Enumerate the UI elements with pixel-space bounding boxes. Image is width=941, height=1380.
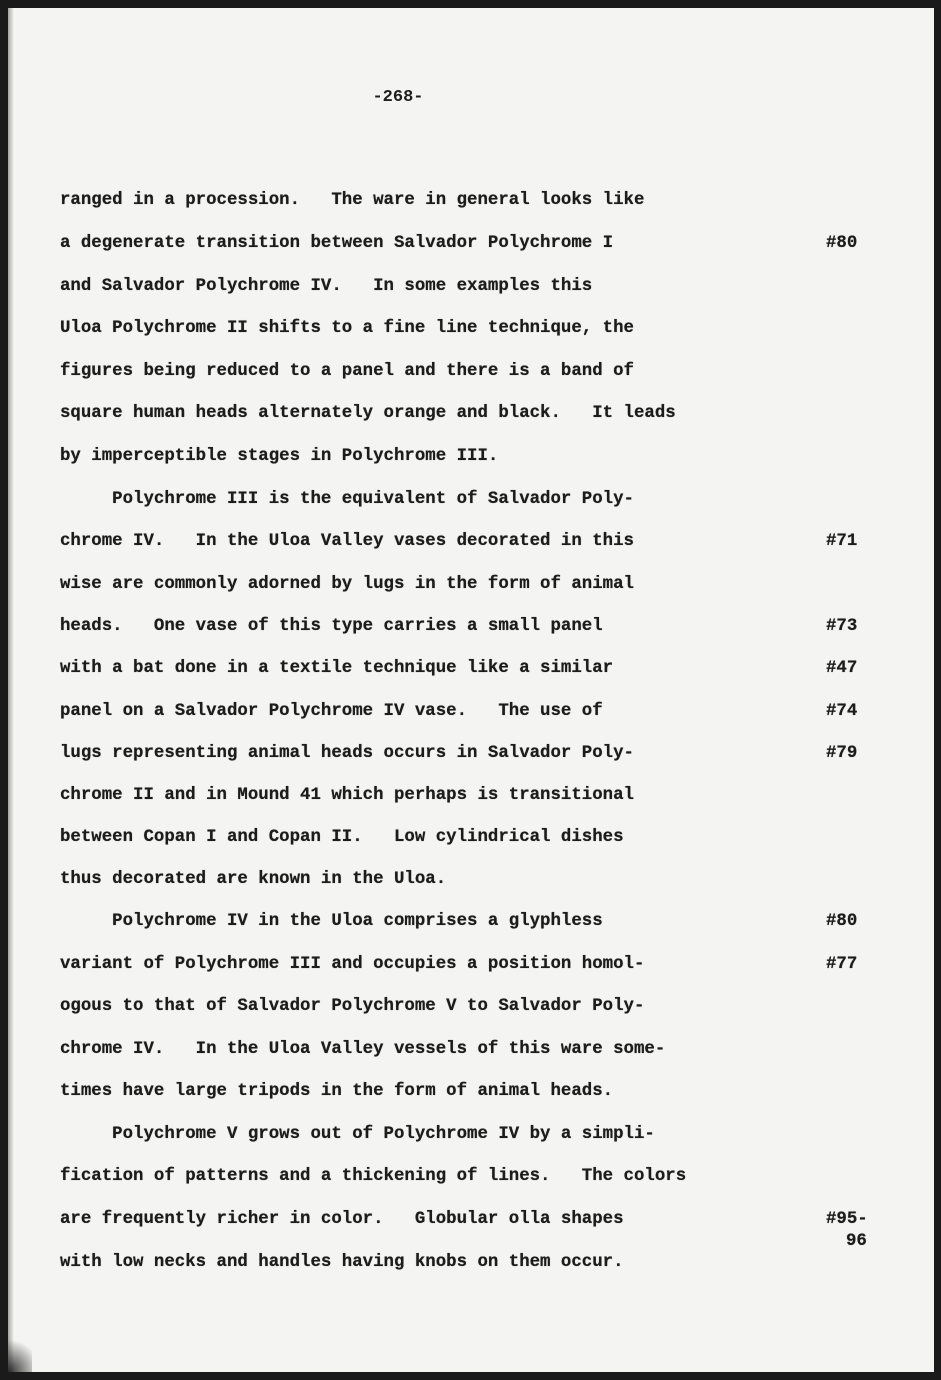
text-line: chrome IV. In the Uloa Valley vases decorated in this — [60, 532, 634, 551]
margin-note: #80 — [826, 912, 858, 931]
page-number: -268- — [372, 88, 424, 107]
text-line: with a bat done in a textile technique like a similar — [60, 659, 614, 678]
text-line: fication of patterns and a thickening of lines. The colors — [60, 1167, 687, 1186]
text-line: a degenerate transition between Salvador Polychrome I — [60, 234, 614, 253]
text-line: variant of Polychrome III and occupies a position homol- — [60, 955, 645, 974]
text-line: ranged in a procession. The ware in general looks like — [60, 191, 645, 210]
text-line: Polychrome III is the equivalent of Salvador Poly- — [60, 490, 634, 509]
margin-note: 96 — [846, 1232, 867, 1251]
text-line: chrome IV. In the Uloa Valley vessels of this ware some- — [60, 1040, 666, 1059]
margin-note: #71 — [826, 532, 858, 551]
scan-corner-shadow — [8, 1332, 32, 1372]
margin-note: #47 — [826, 659, 858, 678]
scan-edge-shadow — [8, 8, 14, 1372]
text-line: and Salvador Polychrome IV. In some examples this — [60, 277, 593, 296]
margin-note: #77 — [826, 955, 858, 974]
text-line: by imperceptible stages in Polychrome III. — [60, 447, 499, 466]
text-line: between Copan I and Copan II. Low cylindrical dishes — [60, 828, 624, 847]
text-line: figures being reduced to a panel and there is a band of — [60, 362, 634, 381]
text-line: Uloa Polychrome II shifts to a fine line technique, the — [60, 319, 634, 338]
text-line: Polychrome V grows out of Polychrome IV by a simpli- — [60, 1125, 655, 1144]
text-line: are frequently richer in color. Globular olla shapes — [60, 1210, 624, 1229]
document-page — [8, 8, 934, 1372]
text-line: thus decorated are known in the Uloa. — [60, 870, 447, 889]
margin-note: #73 — [826, 617, 858, 636]
margin-note: #80 — [826, 234, 858, 253]
text-line: with low necks and handles having knobs on them occur. — [60, 1253, 624, 1272]
text-line: chrome II and in Mound 41 which perhaps is transitional — [60, 786, 634, 805]
text-line: Polychrome IV in the Uloa comprises a glyphless — [60, 912, 603, 931]
text-line: panel on a Salvador Polychrome IV vase. The use of — [60, 702, 603, 721]
text-line: heads. One vase of this type carries a small panel — [60, 617, 603, 636]
margin-note: #74 — [826, 702, 858, 721]
margin-note: #79 — [826, 744, 858, 763]
text-line: ogous to that of Salvador Polychrome V to Salvador Poly- — [60, 997, 645, 1016]
text-line: wise are commonly adorned by lugs in the form of animal — [60, 575, 634, 594]
text-line: square human heads alternately orange and black. It leads — [60, 404, 676, 423]
margin-note: #95- — [826, 1210, 868, 1229]
text-line: times have large tripods in the form of animal heads. — [60, 1082, 614, 1101]
text-line: lugs representing animal heads occurs in Salvador Poly- — [60, 744, 634, 763]
